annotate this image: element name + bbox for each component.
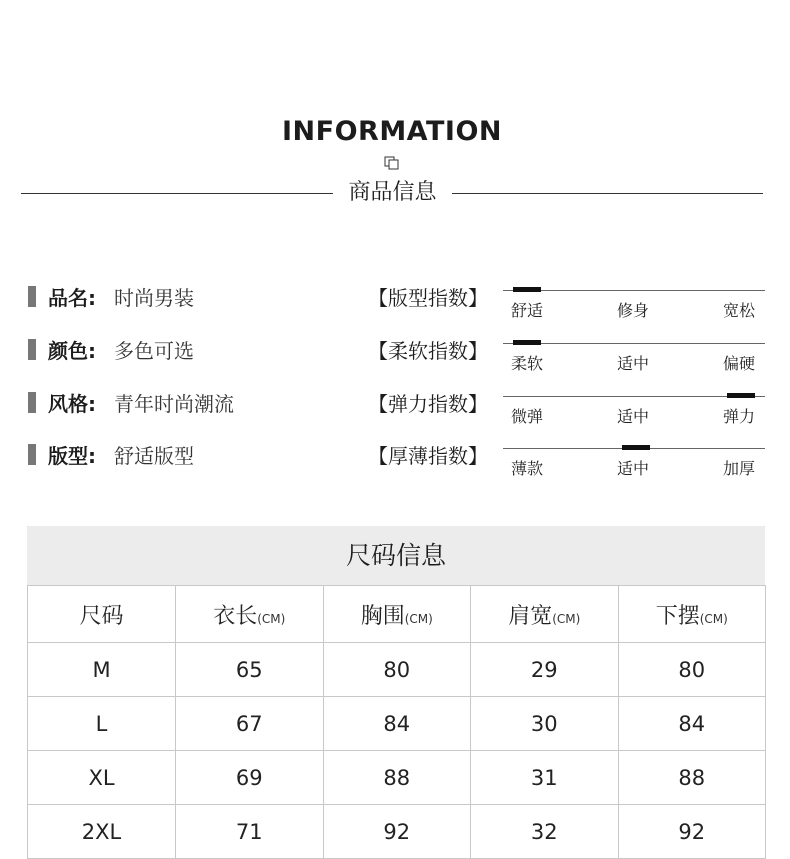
index-scale-softness — [503, 335, 765, 375]
scale-marker — [513, 287, 541, 292]
table-cell: 69 — [176, 751, 324, 805]
scale-label: 适中 — [617, 407, 650, 426]
table-cell: 65 — [176, 643, 324, 697]
overlapping-squares-icon — [384, 156, 400, 170]
scale-label: 修身 — [617, 301, 650, 320]
index-label-softness: 【柔软指数】 — [368, 339, 488, 363]
accent-bar — [28, 444, 36, 465]
scale-label: 弹力 — [723, 407, 756, 426]
table-cell: 92 — [323, 805, 471, 859]
column-header: 尺码 — [28, 586, 176, 643]
scale-marker — [727, 393, 755, 398]
table-row — [28, 805, 766, 859]
scale-label: 适中 — [617, 354, 650, 373]
column-header: 肩宽(CM) — [471, 586, 619, 643]
accent-bar — [28, 339, 36, 360]
scale-label: 加厚 — [723, 459, 756, 478]
index-label-fit: 【版型指数】 — [368, 286, 488, 310]
header-divider-right — [452, 193, 763, 194]
table-cell: 84 — [618, 697, 766, 751]
scale-label: 微弹 — [511, 407, 544, 426]
scale-label: 舒适 — [511, 301, 544, 320]
scale-marker — [622, 445, 650, 450]
table-cell: 2XL — [28, 805, 176, 859]
accent-bar — [28, 286, 36, 307]
accent-bar — [28, 392, 36, 413]
section-subtitle: 商品信息 — [348, 180, 437, 205]
index-scale-elasticity — [503, 388, 765, 428]
table-cell: 30 — [471, 697, 619, 751]
info-value: 时尚男装 — [114, 286, 194, 310]
size-table — [27, 585, 766, 859]
table-cell: 88 — [618, 751, 766, 805]
page-title: INFORMATION — [281, 116, 502, 147]
table-cell: 29 — [471, 643, 619, 697]
table-cell: 84 — [323, 697, 471, 751]
table-cell: 32 — [471, 805, 619, 859]
table-cell: 92 — [618, 805, 766, 859]
table-row — [28, 751, 766, 805]
index-label-elasticity: 【弹力指数】 — [368, 392, 488, 416]
table-cell: XL — [28, 751, 176, 805]
scale-label: 偏硬 — [723, 354, 756, 373]
index-scale-thickness — [503, 440, 765, 480]
info-label: 版型: — [48, 444, 96, 468]
table-cell: 67 — [176, 697, 324, 751]
scale-track — [503, 343, 765, 344]
scale-label: 宽松 — [723, 301, 756, 320]
info-label: 风格: — [48, 392, 96, 416]
info-label: 颜色: — [48, 339, 96, 363]
column-header: 胸围(CM) — [323, 586, 471, 643]
column-header: 衣长(CM) — [176, 586, 324, 643]
info-label: 品名: — [48, 286, 96, 310]
index-label-thickness: 【厚薄指数】 — [368, 444, 488, 468]
size-table-title-band — [27, 526, 765, 585]
table-cell: 71 — [176, 805, 324, 859]
info-value: 青年时尚潮流 — [114, 392, 234, 416]
table-row — [28, 697, 766, 751]
index-scale-fit — [503, 282, 765, 322]
table-cell: 31 — [471, 751, 619, 805]
info-value: 多色可选 — [114, 339, 194, 363]
scale-label: 薄款 — [511, 459, 544, 478]
column-header: 下摆(CM) — [618, 586, 766, 643]
table-header-row — [28, 586, 766, 643]
table-cell: 80 — [618, 643, 766, 697]
scale-track — [503, 396, 765, 397]
size-table-title: 尺码信息 — [345, 541, 446, 570]
scale-label: 适中 — [617, 459, 650, 478]
info-value: 舒适版型 — [114, 444, 194, 468]
scale-marker — [513, 340, 541, 345]
table-cell: M — [28, 643, 176, 697]
table-cell: 80 — [323, 643, 471, 697]
table-cell: L — [28, 697, 176, 751]
header-divider-left — [21, 193, 333, 194]
scale-track — [503, 290, 765, 291]
table-cell: 88 — [323, 751, 471, 805]
scale-label: 柔软 — [511, 354, 544, 373]
table-row — [28, 643, 766, 697]
